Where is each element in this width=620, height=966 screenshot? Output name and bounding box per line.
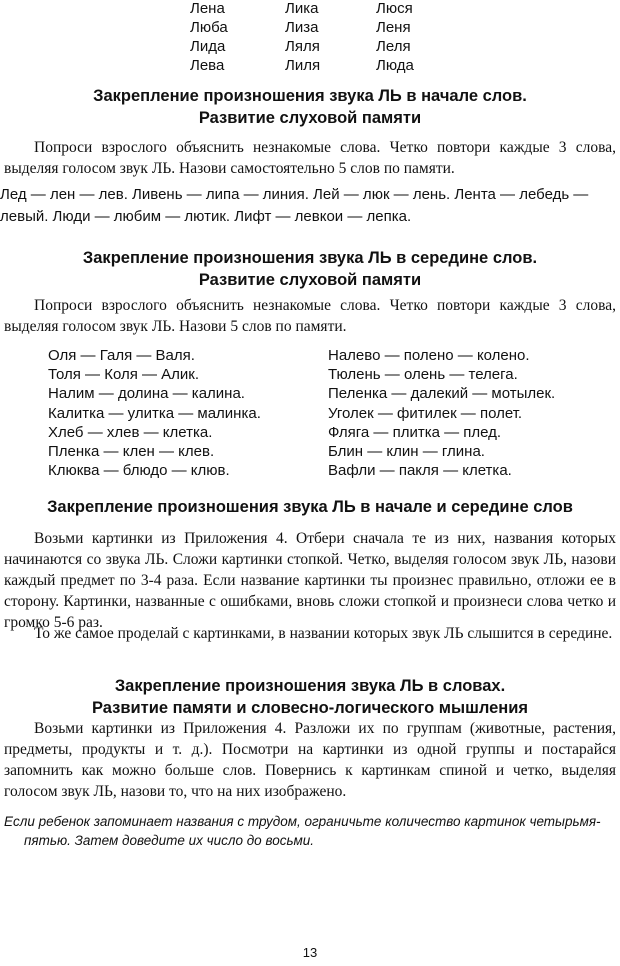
section1-words-line2: левый. Люди — любим — лютик. Лифт — левкои — лепка. [0,208,412,225]
name-cell: Лиза [285,19,319,36]
section1-title [0,85,620,129]
word-triple: Клюква — блюдо — клюв. [48,462,230,480]
name-cell: Лида [190,38,226,55]
name-grid [0,0,620,76]
word-triple: Пленка — клен — клев. [48,443,215,461]
word-triple: Фляга — плитка — плед. [328,423,502,441]
section4-title [0,675,620,719]
name-cell: Люба [190,19,228,36]
name-cell: Лиля [285,57,321,74]
word-triple: Вафли — пакля — клетка. [328,462,512,480]
name-row [0,38,620,57]
word-triple: Хлеб — хлев — клетка. [48,423,213,441]
section2-title [0,247,620,291]
page-number: 13 [302,945,318,960]
section3-paragraph2: То же самое проделай с картинками, в названии которых звук ЛЬ слышится в середине. [34,625,613,642]
name-cell: Лена [190,0,225,17]
section1-title-line1: Закрепление произношения звука ЛЬ в начале слов. [93,87,527,105]
name-row [0,57,620,76]
section2-instruction: Попроси взрослого объяснить незнакомые слова. Четко повтори каждые 3 слова, выделяя голосом звук ЛЬ. Назови 5 слов по памяти. [4,297,616,335]
section2-title-line1: Закрепление произношения звука ЛЬ в середине слов. [82,249,538,267]
name-cell: Ляля [285,38,320,55]
section4-title-line2: Развитие памяти и словесно-логического мышления [91,699,528,717]
section3-title: Закрепление произношения звука ЛЬ в начале и середине слов [47,498,573,516]
section3-paragraph1: Возьми картинки из Приложения 4. Отбери сначала те из них, названия которых начинаются со звука ЛЬ. Сложи картинки стопкой. Четко, выделяя голосом звук ЛЬ, назови каждый предмет по 3-4 раза. Если название картинки ты произнес правильно, отложи ее в сторону. Картинки, названные с ошибками, вновь сложи стопкой и произнеси слова четко и громко 5-6 раз. [4,530,616,631]
name-row [0,0,620,19]
word-triple: Уголек — фитилек — полет. [328,404,523,422]
word-triple: Тюлень — олень — телега. [328,366,518,384]
section2-left-column [48,346,261,480]
section1-words [0,184,620,228]
name-cell: Люда [376,57,414,74]
section4-title-line1: Закрепление произношения звука ЛЬ в словах. [114,677,506,695]
section2-title-line2: Развитие слуховой памяти [198,271,422,289]
word-triple: Оля — Галя — Валя. [48,347,195,364]
section4-note [4,812,614,850]
name-cell: Леля [376,38,411,55]
name-cell: Леня [376,19,411,36]
word-triple: Толя — Коля — Алик. [48,366,200,384]
word-triple: Налево — полено — колено. [328,347,530,364]
name-cell: Лева [190,57,225,74]
word-triple: Пеленка — далекий — мотылек. [328,385,556,403]
word-triple: Калитка — улитка — малинка. [48,404,261,422]
section4-note-line2: пятью. Затем доведите их число до восьми. [24,833,315,848]
section1-instruction: Попроси взрослого объяснить незнакомые слова. Четко повтори каждые 3 слова, выделяя голосом звук ЛЬ. Назови самостоятельно 5 слов по памяти. [4,139,616,177]
section2-right-column [328,346,555,480]
word-triple: Блин — клин — глина. [328,443,485,461]
name-row [0,19,620,38]
section4-paragraph: Возьми картинки из Приложения 4. Разложи их по группам (животные, растения, предметы, продукты и т. д.). Посмотри на картинки из одной группы и постарайся запомнить как можно больше слов. Повернись к картинкам спиной и четко, выделяя голосом звук ЛЬ, назови то, что на них изображено. [4,720,616,800]
word-triple: Налим — долина — калина. [48,385,245,403]
section1-words-line1: Лед — лен — лев. Ливень — липа — линия. Лей — люк — лень. Лента — лебедь — [0,186,589,203]
section4-note-line1: Если ребенок запоминает названия с трудом, ограничьте количество картинок четырьмя- [4,814,601,829]
name-cell: Лика [285,0,319,17]
name-cell: Люся [376,0,413,17]
section1-title-line2: Развитие слуховой памяти [198,109,422,127]
